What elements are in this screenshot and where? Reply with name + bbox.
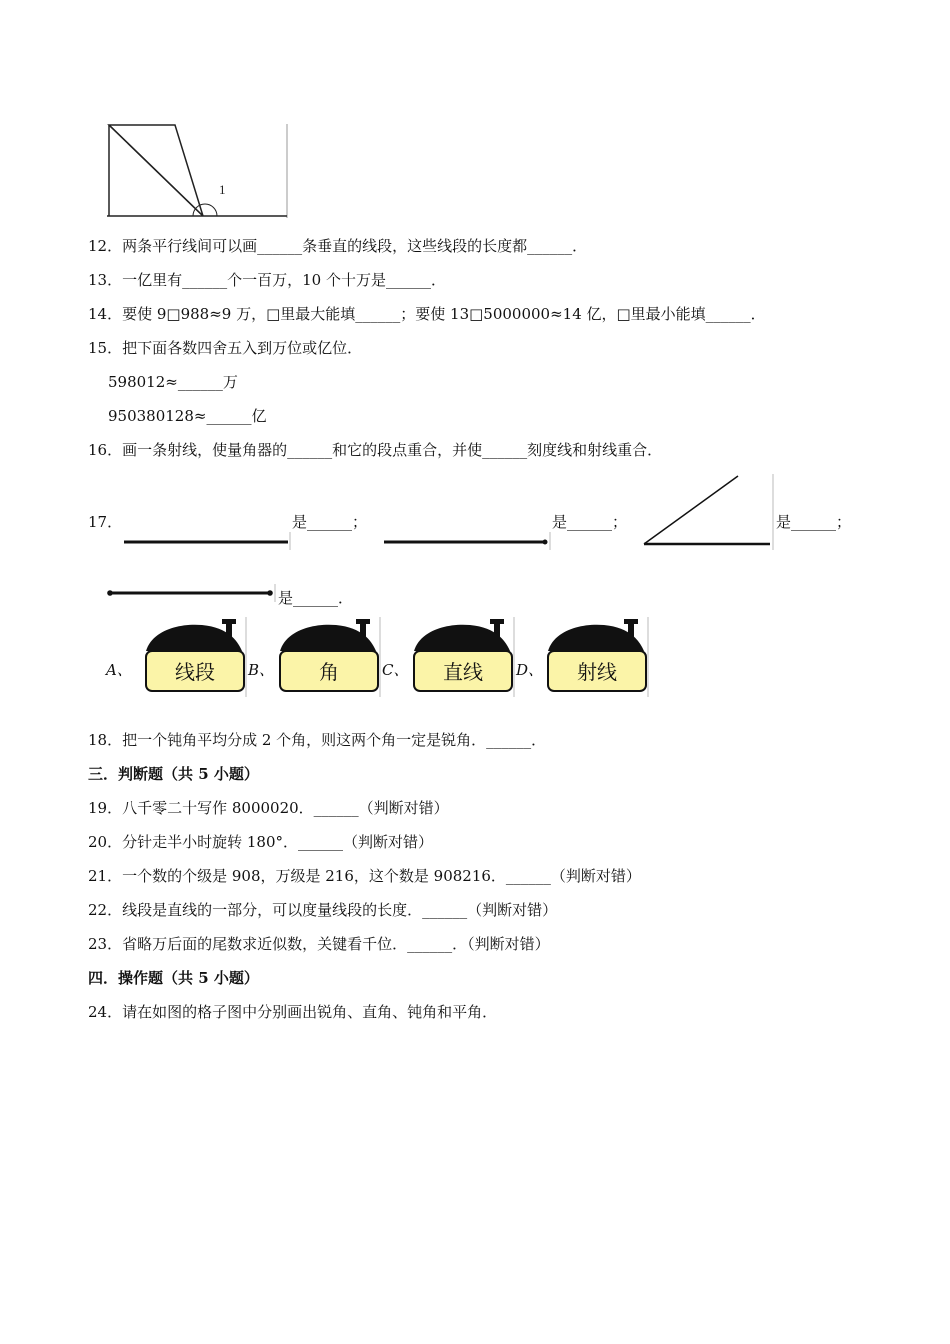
question-15-part-b: 950380128≈______亿	[108, 407, 267, 425]
angle-figure	[105, 122, 290, 220]
option-a-house	[138, 617, 250, 697]
figure-line-plain	[120, 530, 295, 552]
question-20: 20．分针走半小时旋转 180°．______（判断对错）	[88, 833, 433, 851]
question-17-blank-3: 是______；	[776, 513, 852, 531]
question-22: 22．线段是直线的一部分，可以度量线段的长度．______（判断对错）	[88, 901, 558, 919]
question-18: 18．把一个钝角平均分成 2 个角，则这两个角一定是锐角．______．	[88, 731, 547, 749]
question-16: 16．画一条射线，使量角器的______和它的段点重合，并使______刻度线和射线重合．	[88, 441, 663, 459]
question-17-blank-2: 是______；	[552, 513, 628, 531]
question-15-part-a: 598012≈______万	[108, 373, 238, 391]
question-17-blank-1: 是______；	[292, 513, 368, 531]
option-d-letter: D、	[516, 661, 544, 679]
figure-segment	[104, 584, 279, 602]
option-c-house	[406, 617, 518, 697]
question-23: 23．省略万后面的尾数求近似数，关键看千位．______．（判断对错）	[88, 935, 550, 953]
question-19: 19．八千零二十写作 8000020．______（判断对错）	[88, 799, 449, 817]
option-b-label: 角	[319, 660, 339, 684]
option-c-letter: C、	[382, 661, 409, 679]
question-17-blank-4: 是______．	[278, 589, 354, 607]
question-13: 13．一亿里有______个一百万，10 个十万是______．	[88, 271, 446, 289]
figure-angle	[640, 472, 780, 552]
option-d-house	[540, 617, 652, 697]
option-a-letter: A、	[106, 661, 132, 679]
option-b-letter: B、	[248, 661, 275, 679]
question-14: 14．要使 9□988≈9 万，□里最大能填______；要使 13□5000000≈14 亿，□里最小能填______．	[88, 305, 766, 323]
figure-ray	[380, 530, 555, 552]
option-d-label: 射线	[577, 660, 617, 684]
question-15: 15．把下面各数四舍五入到万位或亿位．	[88, 339, 363, 357]
angle-label: 1	[219, 182, 226, 197]
question-17-number: 17．	[88, 513, 123, 531]
question-24: 24．请在如图的格子图中分别画出锐角、直角、钝角和平角．	[88, 1003, 498, 1021]
section-3-heading: 三．判断题（共 5 小题）	[88, 765, 259, 783]
question-21: 21．一个数的个级是 908，万级是 216，这个数是 908216．______（判断对错）	[88, 867, 641, 885]
section-4-heading: 四．操作题（共 5 小题）	[88, 969, 259, 987]
option-c-label: 直线	[443, 660, 483, 684]
option-a-label: 线段	[175, 660, 215, 684]
question-12: 12．两条平行线间可以画______条垂直的线段，这些线段的长度都______．	[88, 237, 588, 255]
option-b-house	[272, 617, 384, 697]
